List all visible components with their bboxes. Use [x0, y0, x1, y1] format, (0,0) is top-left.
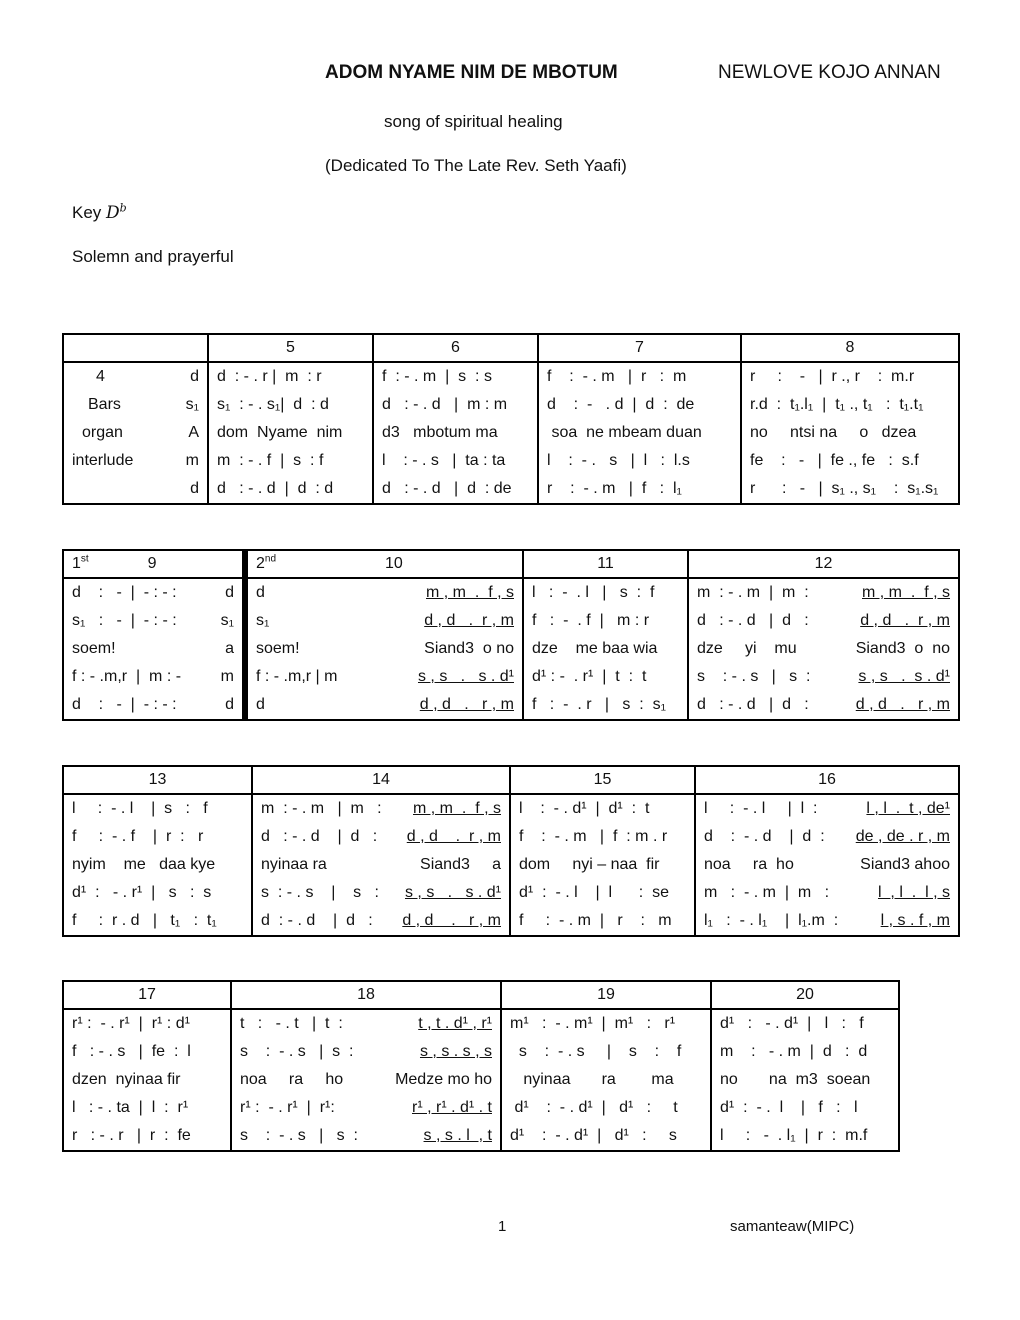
bar-number: 18: [231, 981, 501, 1009]
alto-pickup: d , d . r , m: [406, 828, 501, 845]
key-accidental: b: [119, 201, 127, 215]
soprano-line: f : - . m | r : m: [547, 368, 687, 385]
alto-line: d : - . d | d :: [261, 828, 378, 845]
soprano-line: l : - . d¹ | d¹ : t: [519, 800, 650, 817]
tenor-line: d¹ : - . r¹ | t : t: [532, 668, 647, 685]
soprano-line: r : - | r ., r : m.r: [750, 368, 915, 385]
lyric-line: dze me baa wia: [532, 640, 658, 657]
bass-pickup: d , d . r , m: [419, 696, 514, 713]
alto-line: m : - . m | d : d: [720, 1043, 868, 1060]
tenor-line: l : - . s | ta : ta: [382, 452, 506, 469]
alto-pickup: d , d . r , m: [860, 612, 950, 629]
bar-number: 13: [63, 766, 252, 794]
soprano-pickup: t , t . d¹ , r¹: [418, 1015, 492, 1032]
soprano-line: d : - . r | m : r: [217, 368, 322, 385]
score-system-4: [62, 980, 900, 1152]
soprano-pickup: l , l . t , de¹: [866, 800, 950, 817]
bar-number: 20: [711, 981, 899, 1009]
page-number: 1: [498, 1218, 507, 1235]
bar-number: 7: [538, 334, 741, 362]
intro-label: 4: [96, 368, 105, 385]
bar-number: 15: [510, 766, 695, 794]
bar-cell: [231, 1009, 501, 1151]
voice-part: d: [190, 368, 199, 385]
song-title: ADOM NYAME NIM DE MBOTUM: [325, 62, 618, 83]
bar-number: 12: [688, 550, 959, 578]
bar-number: 9: [147, 555, 157, 572]
alto-line: s : - . s | s : f: [510, 1043, 682, 1060]
lyric-line: noa ra ho: [704, 856, 794, 873]
lyric-pickup: Siand3 o no: [424, 640, 514, 657]
soprano-line: t : - . t | t :: [240, 1015, 343, 1032]
bass-line: r : - . m | f : l₁: [547, 480, 682, 497]
tenor-line: r¹ : - . r¹ | r¹:: [240, 1099, 335, 1116]
bar-cell: [741, 362, 959, 504]
tenor-pickup: s , s . s . d¹: [858, 668, 950, 685]
alto-line: d : - . d | d :: [697, 612, 809, 629]
soprano-line: l : - . l | s : f: [532, 584, 655, 601]
bar-number: 5: [208, 334, 373, 362]
tenor-line: d¹ : - . d¹ | d¹ : t: [510, 1099, 678, 1116]
bar-number: 6: [373, 334, 538, 362]
intro-label: organ: [82, 424, 123, 441]
lyric-line: soem!: [72, 640, 116, 657]
bar-number: 10: [384, 555, 403, 572]
first-ending-header: [63, 550, 245, 578]
bar-number: 19: [501, 981, 711, 1009]
bass-line: d: [256, 696, 265, 713]
voice-part: d: [190, 480, 199, 497]
alto-line: f : - . f | r : r: [72, 828, 204, 845]
voice-part: m: [185, 452, 199, 469]
voice-part: A: [188, 424, 199, 441]
composer-name: NEWLOVE KOJO ANNAN: [718, 62, 941, 83]
soprano-pickup: m , m . f , s: [413, 800, 501, 817]
tenor-line: s : - . s | s :: [261, 884, 379, 901]
alto-line: s₁ : - . s₁| d : d: [217, 396, 329, 413]
second-ending-header: [245, 550, 523, 578]
bar-number: 17: [63, 981, 231, 1009]
lyric-pickup: Medze mo ho: [395, 1071, 492, 1088]
soprano-pickup: m , m . f , s: [862, 584, 950, 601]
bass-line: f : - . r | s : s₁: [532, 696, 667, 713]
tenor-line: m : - . m | m :: [704, 884, 830, 901]
bar-number: 11: [523, 550, 688, 578]
ending-label: 1: [72, 555, 81, 572]
song-subtitle: song of spiritual healing: [384, 112, 563, 131]
ending-suffix: nd: [264, 553, 277, 565]
soprano-line: r¹ : - . r¹ | r¹ : d¹: [72, 1015, 190, 1032]
alto-pickup: s , s . s , s: [419, 1043, 492, 1060]
bass-line: f : r . d | t₁ : t₁: [72, 912, 217, 929]
first-ending-cell: [63, 578, 245, 720]
alto-line: r.d : t₁.l₁ | t₁ ., t₁ : t₁.t₁: [750, 396, 924, 413]
voice-part: s₁: [185, 396, 199, 413]
key-label: Key: [72, 203, 102, 222]
intro-label: interlude: [72, 452, 134, 469]
bar-cell: [510, 794, 695, 936]
soprano-line: d¹ : - . d¹ | l : f: [720, 1015, 864, 1032]
soprano-line: d : - | - : - :: [72, 584, 177, 601]
lyric-line: nyinaa ra: [261, 856, 327, 873]
lyric-pickup: Siand3 ahoo: [860, 856, 950, 873]
tenor-line: s : - . s | s :: [697, 668, 811, 685]
bass-line: d : - | - : - :: [72, 696, 177, 713]
lyric-line: nyinaa ra ma: [510, 1071, 674, 1088]
soprano-line: f : - . m | s : s: [382, 368, 492, 385]
lyric-line: no ntsi na o dzea: [750, 424, 917, 441]
bass-line: d : - . d | d : de: [382, 480, 512, 497]
lyric-line: dom Nyame nim: [217, 424, 343, 441]
alto-line: d : - . d | m : m: [382, 396, 508, 413]
footer-credit: samanteaw(MIPC): [730, 1218, 855, 1235]
alto-line: s : - . s | s :: [240, 1043, 354, 1060]
tenor-line: d¹ : - . l | f : l: [720, 1099, 858, 1116]
bar-cell: [252, 794, 510, 936]
bass-pickup: l , s . f , m: [880, 912, 950, 929]
soprano-line: m¹ : - . m¹ | m¹ : r¹: [510, 1015, 676, 1032]
bass-line: r : - | s₁ ., s₁ : s₁.s₁: [750, 480, 939, 497]
alto-line: d : - . d | d : de: [547, 396, 695, 413]
tenor-line: f : - .m,r | m : -: [72, 668, 182, 685]
intro-label: Bars: [88, 396, 121, 413]
tempo-marking: Solemn and prayerful: [72, 247, 234, 266]
bar-cell: [501, 1009, 711, 1151]
bar-cell: [695, 794, 959, 936]
bass-pickup: s , s . l , t: [423, 1127, 492, 1144]
bar-cell: [63, 794, 252, 936]
lyric-pickup: Siand3 o no: [855, 640, 950, 657]
bass-pickup: d , d . r , m: [855, 696, 950, 713]
bass-end: d: [225, 696, 234, 713]
bass-line: d : - . d | d : d: [217, 480, 334, 497]
bass-line: d : - . d | d :: [261, 912, 373, 929]
soprano-line: d: [256, 584, 265, 601]
bass-line: l₁ : - . l₁ | l₁.m :: [704, 912, 839, 929]
bar-cell: [373, 362, 538, 504]
lyric-line: noa ra ho: [240, 1071, 344, 1088]
lyric-line: dom nyi – naa fir: [519, 856, 660, 873]
bass-line: r : - . r | r : fe: [72, 1127, 191, 1144]
alto-end: s₁: [220, 612, 234, 629]
intro-header: [63, 334, 208, 362]
bass-line: l : - . l₁ | r : m.f: [720, 1127, 868, 1144]
tenor-pickup: r¹ , r¹ . d¹ . t: [412, 1099, 492, 1116]
bar-number: 14: [252, 766, 510, 794]
soprano-end: d: [225, 584, 234, 601]
alto-pickup: d , d . r , m: [424, 612, 514, 629]
bar-cell: [63, 1009, 231, 1151]
lyric-line: soa ne mbeam duan: [547, 424, 702, 441]
lyric-pickup: Siand3 a: [420, 856, 501, 873]
tenor-line: d¹ : - . r¹ | s : s: [72, 884, 212, 901]
lyric-line: dzen nyinaa fir: [72, 1071, 181, 1088]
alto-pickup: de , de . r , m: [855, 828, 950, 845]
tenor-end: m: [220, 668, 234, 685]
lyric-line: dze yi mu: [697, 640, 797, 657]
bass-line: d : - . d | d :: [697, 696, 809, 713]
bass-line: d¹ : - . d¹ | d¹ : s: [510, 1127, 677, 1144]
ending-label: 2: [256, 555, 265, 572]
bar-cell: [688, 578, 959, 720]
score-system-1: [62, 333, 960, 505]
alto-line: f : - . m | f : m . r: [519, 828, 668, 845]
alto-line: s₁: [256, 612, 270, 629]
ending-suffix: st: [80, 553, 89, 565]
bar-cell: [711, 1009, 899, 1151]
key-signature: [72, 203, 127, 223]
bar-number: 16: [695, 766, 959, 794]
soprano-line: l : - . l | s : f: [72, 800, 208, 817]
tenor-pickup: s , s . s . d¹: [404, 884, 501, 901]
bar-cell: [523, 578, 688, 720]
lyric-end: a: [225, 640, 234, 657]
tenor-pickup: l , l . l , s: [877, 884, 950, 901]
lyric-line: soem!: [256, 640, 300, 657]
score-system-2: [62, 549, 960, 721]
tenor-pickup: s , s . s . d¹: [417, 668, 514, 685]
tenor-line: fe : - | fe ., fe : s.f: [750, 452, 919, 469]
alto-line: f : - . s | fe : l: [72, 1043, 191, 1060]
lyric-line: d3 mbotum ma: [382, 424, 498, 441]
lyric-line: no na m3 soean: [720, 1071, 871, 1088]
key-letter: D: [106, 203, 120, 223]
bar-cell: [208, 362, 373, 504]
alto-line: f : - . f | m : r: [532, 612, 650, 629]
bar-number: 8: [741, 334, 959, 362]
second-ending-cell: [245, 578, 523, 720]
tenor-line: l : - . s | l : l.s: [547, 452, 690, 469]
bass-line: f : - . m | r : m: [519, 912, 672, 929]
soprano-line: m : - . m | m :: [261, 800, 382, 817]
tenor-line: m : - . f | s : f: [217, 452, 324, 469]
intro-cell: [63, 362, 208, 504]
bar-cell: [538, 362, 741, 504]
alto-line: s₁ : - | - : - :: [72, 612, 177, 629]
alto-line: d : - . d | d :: [704, 828, 825, 845]
tenor-line: f : - .m,r | m: [256, 668, 338, 685]
soprano-pickup: m , m . f , s: [426, 584, 514, 601]
bass-pickup: d , d . r , m: [402, 912, 501, 929]
dedication-line: (Dedicated To The Late Rev. Seth Yaafi): [325, 156, 627, 175]
lyric-line: nyim me daa kye: [72, 856, 216, 873]
score-system-3: [62, 765, 960, 937]
tenor-line: l : - . ta | l : r¹: [72, 1099, 189, 1116]
soprano-line: m : - . m | m :: [697, 584, 818, 601]
soprano-line: l : - . l | l :: [704, 800, 818, 817]
tenor-line: d¹ : - . l | l : se: [519, 884, 669, 901]
bass-line: s : - . s | s :: [240, 1127, 358, 1144]
